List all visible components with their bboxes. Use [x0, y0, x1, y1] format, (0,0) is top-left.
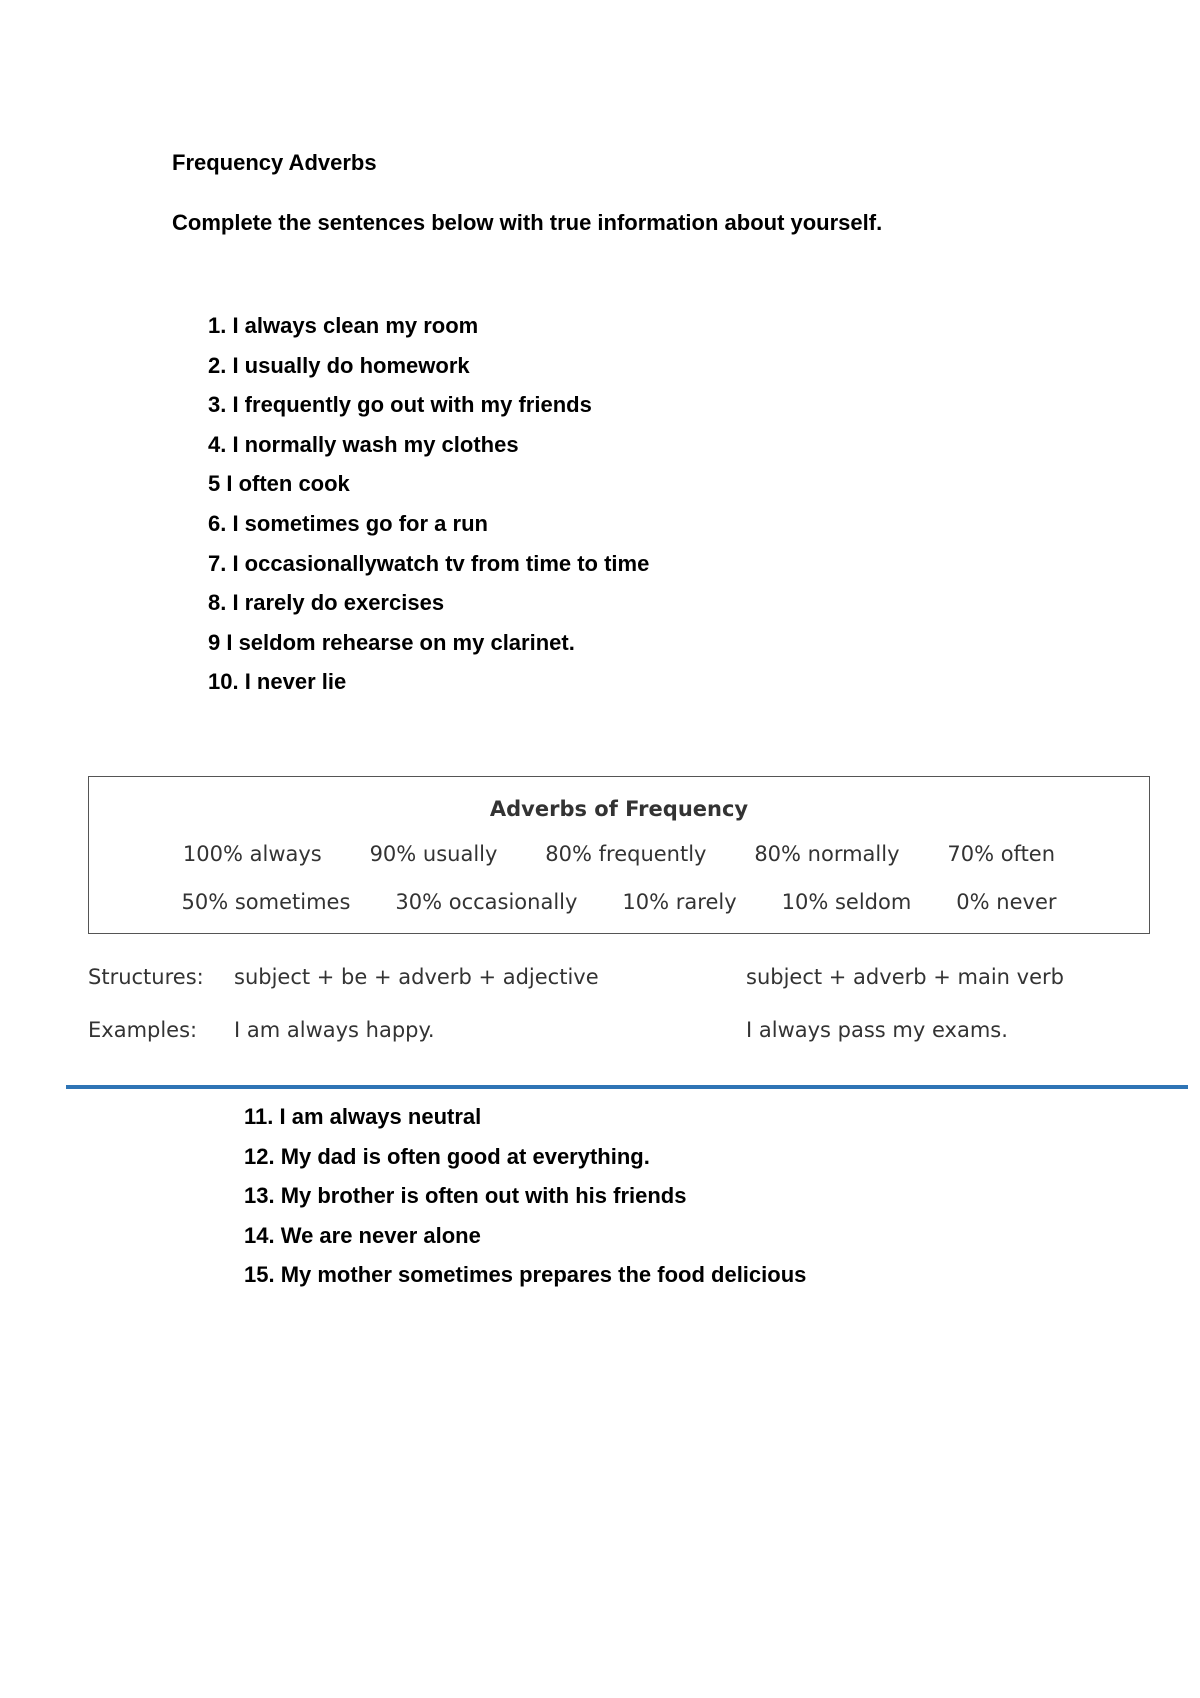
adverbs-reference-box [88, 776, 1150, 934]
frequency-entry: 80% frequently [545, 842, 707, 866]
frequency-entry: 10% rarely [622, 890, 737, 914]
list-item: 1. I always clean my room [208, 313, 479, 338]
structure-verb-pattern: subject + adverb + main verb [746, 965, 1064, 989]
examples-label: Examples: [88, 1018, 198, 1042]
list-item: 2. I usually do homework [208, 352, 470, 378]
list-item: 7. I occasionallywatch tv from time to time [208, 550, 650, 576]
list-item: 8. I rarely do exercises [208, 590, 445, 616]
frequency-entry: 10% seldom [781, 890, 912, 914]
example-verb: I always pass my exams. [746, 1018, 1008, 1042]
list-item: 5 I often cook [208, 471, 350, 497]
frequency-row-2 [89, 890, 1149, 914]
frequency-entry: 80% normally [754, 842, 900, 866]
list-item: 13. My brother is often out with his friends [244, 1183, 687, 1209]
frequency-entry: 50% sometimes [181, 890, 351, 914]
list-item: 10. I never lie [208, 669, 347, 695]
structures-label: Structures: [88, 965, 204, 989]
frequency-entry: 70% often [947, 842, 1056, 866]
list-item: 9 I seldom rehearse on my clarinet. [208, 629, 575, 655]
frequency-entry: 90% usually [369, 842, 498, 866]
list-item: 15. My mother sometimes prepares the food delicious [244, 1262, 807, 1288]
sentence-list-part2 [244, 1097, 806, 1295]
list-item: 6. I sometimes go for a run [208, 510, 488, 536]
sentence-list-part1 [208, 306, 649, 702]
section-divider [66, 1085, 1188, 1089]
example-be: I am always happy. [234, 1018, 435, 1042]
structure-be-pattern: subject + be + adverb + adjective [234, 965, 599, 989]
frequency-entry: 30% occasionally [395, 890, 578, 914]
page-title: Frequency Adverbs [172, 150, 377, 175]
list-item: 4. I normally wash my clothes [208, 431, 519, 457]
frequency-entry: 0% never [956, 890, 1057, 914]
list-item: 12. My dad is often good at everything. [244, 1143, 650, 1169]
frequency-row-1 [89, 842, 1149, 866]
list-item: 11. I am always neutral [244, 1104, 482, 1129]
reference-title: Adverbs of Frequency [489, 797, 749, 821]
frequency-entry: 100% always [182, 842, 322, 866]
instruction-text: Complete the sentences below with true information about yourself. [172, 210, 883, 235]
list-item: 3. I frequently go out with my friends [208, 392, 592, 418]
list-item: 14. We are never alone [244, 1222, 481, 1248]
